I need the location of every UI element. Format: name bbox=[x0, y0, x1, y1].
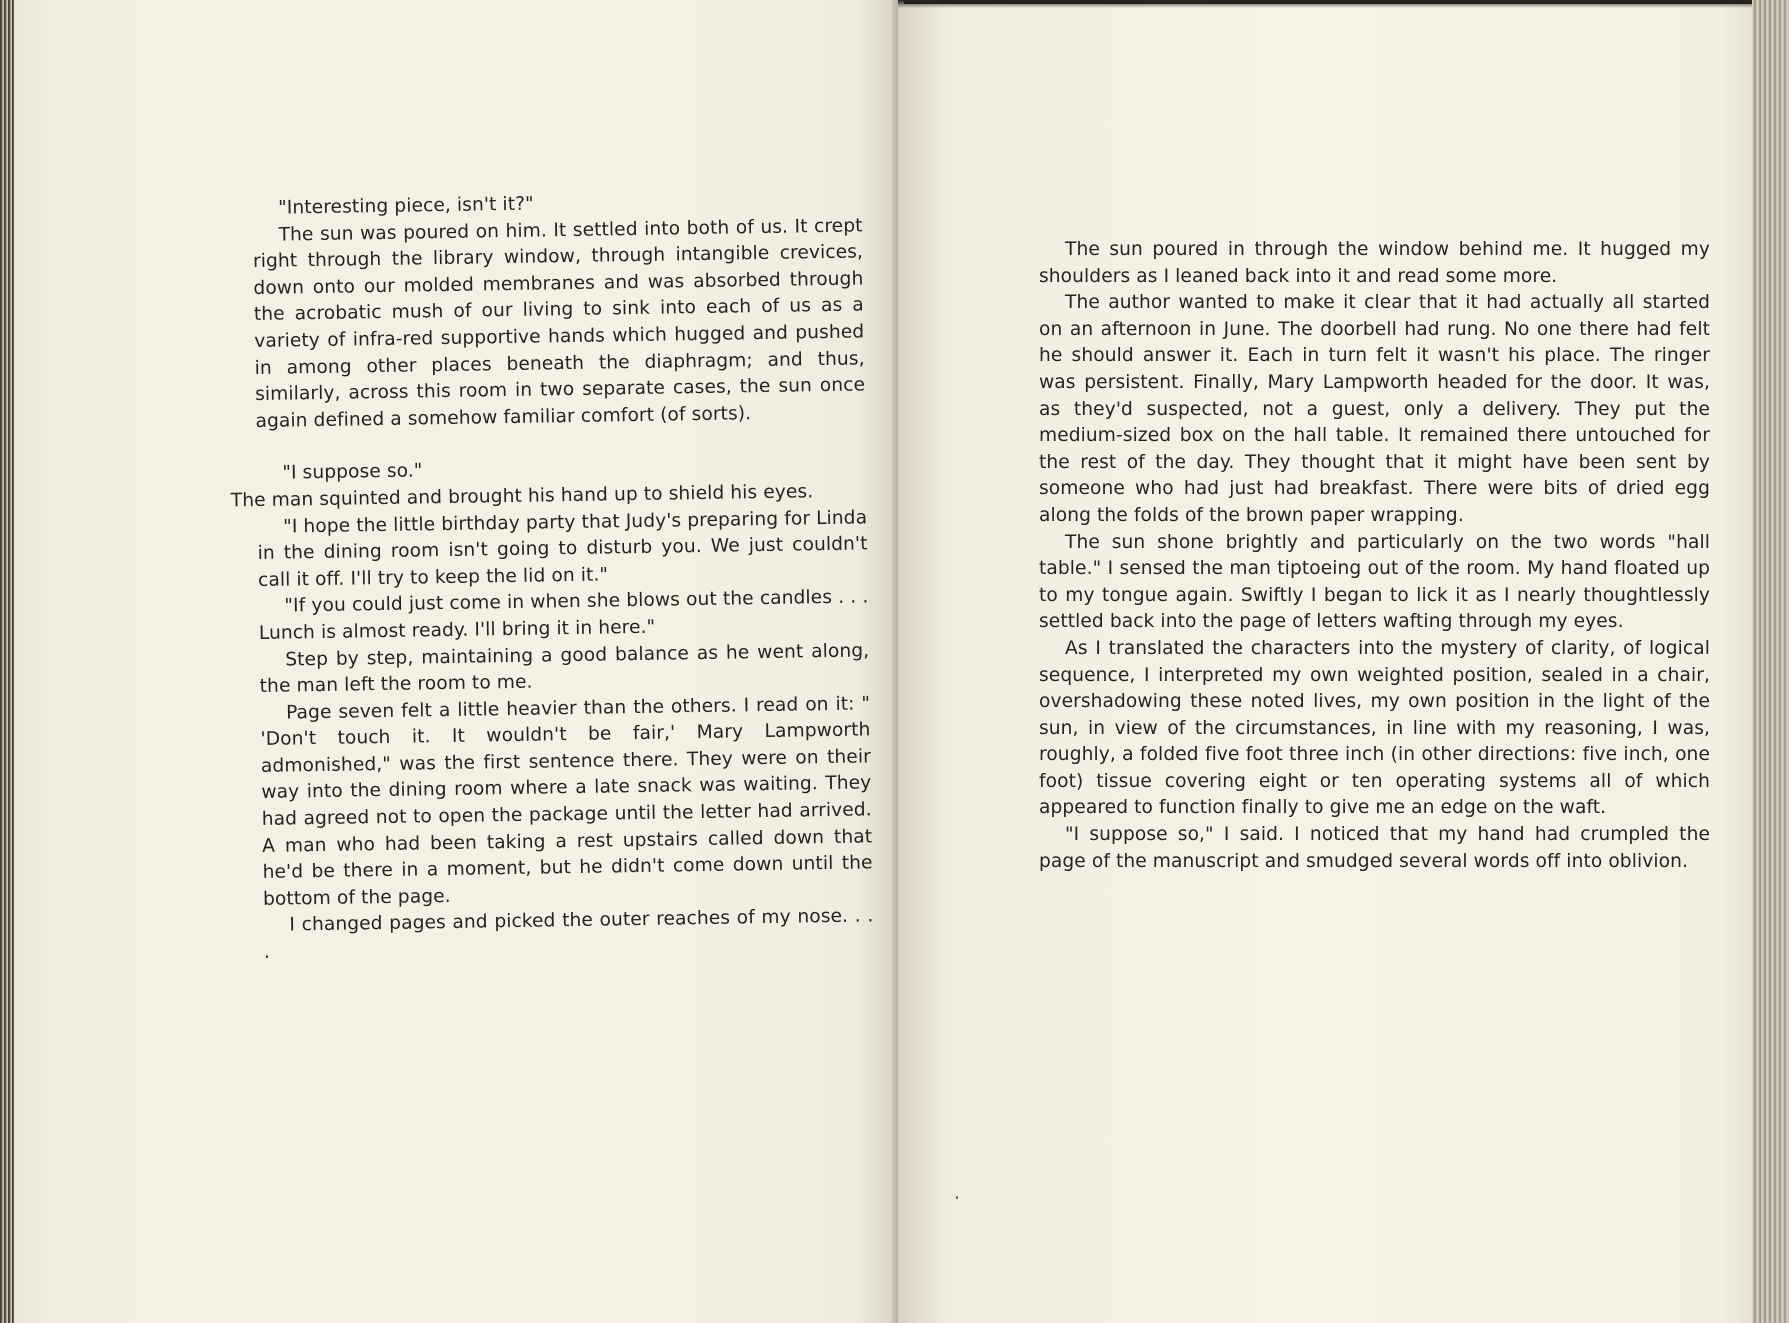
paragraph: "If you could just come in when she blows out the candles . . . Lunch is almost ready. I'll bring it in here." bbox=[258, 586, 869, 644]
right-page-text bbox=[1039, 237, 1710, 875]
paragraph: "I suppose so," I said. I noticed that my hand had crumpled the page of the manuscript and smudged several words off into oblivion. bbox=[1039, 824, 1710, 872]
left-page bbox=[14, 0, 896, 1323]
right-page bbox=[898, 4, 1756, 1323]
paragraph: The sun poured in through the window behind me. It hugged my shoulders as I leaned back into it and read some more. bbox=[1039, 239, 1710, 287]
right-page-top-shadow bbox=[898, 0, 1756, 8]
page-stack-right-edge bbox=[1752, 0, 1789, 1323]
paragraph: As I translated the characters into the mystery of clarity, of logical sequence, I interpreted my own weighted position, sealed in a chair, overshadowing these noted lives, my own position in the light of the sun, in view of the circumstances, in line with my reasoning, I was, roughly, a folded five foot three inch (in other directions: five inch, one foot) tissue covering eight or ten operating systems all of which appeared to function finally to give me an edge on the waft. bbox=[1039, 637, 1710, 819]
paragraph: The sun shone brightly and particularly on the two words "hall table." I sensed the man tiptoeing out of the room. My hand floated up to my tongue again. Swiftly I began to lick it as I nearly thoughtlessly settled back into the page of letters wafting through my eyes. bbox=[1039, 531, 1710, 633]
paragraph: Step by step, maintaining a good balance as he went along, the man left the room to me. bbox=[259, 639, 870, 698]
paper-speck bbox=[956, 1196, 958, 1199]
paragraph: Page seven felt a little heavier than the others. I read on it: " 'Don't touch it. It wouldn't be fair,' Mary Lampworth admonished," was the first sentence there. They were on their way into the dining room where a late snack was waiting. They had agreed not to open the package until the letter had arrived. A man who had been taking a rest upstairs called down that he'd be there in a moment, but he didn't come down until the bottom of the page. bbox=[260, 693, 873, 910]
paragraph: "I hope the little birthday party that Judy's preparing for Linda in the dining room isn't going to disturb you. We just couldn't call it off. I'll try to keep the lid on it." bbox=[257, 506, 868, 591]
paragraph: I changed pages and picked the outer reaches of my nose. . . . bbox=[263, 905, 874, 963]
paragraph: The man squinted and brought his hand up to shield his eyes. bbox=[230, 481, 814, 512]
paragraph: The author wanted to make it clear that it had actually all started on an afternoon in June. The doorbell had rung. No one there had felt he should answer it. Each in turn felt it wasn't his place. The ringer was persistent. Finally, Mary Lampworth headed for the door. It was, as they'd suspected, not a guest, only a delivery. They put the medium-sized box on the hall table. It remained there untouched for the rest of the day. They thought that it might have been sent by someone who had just had breakfast. There were bits of dried egg along the folds of the brown paper wrapping. bbox=[1039, 292, 1710, 526]
left-page-text bbox=[230, 186, 874, 966]
paragraph: The sun was poured on him. It settled into both of us. It crept right through the library window, through intangible crevices, down onto our molded membranes and was absorbed through the acrobatic mush of our living to sink into each of us as a variety of infra-red supportive hands which hugged and pushed in among other places beneath the diaphragm; and thus, similarly, across this room in two separate cases, the sun once again defined a somehow familiar comfort (of sorts). bbox=[252, 215, 866, 432]
paragraph: "Interesting piece, isn't it?" bbox=[278, 193, 534, 219]
paragraph: "I suppose so." bbox=[282, 460, 423, 484]
